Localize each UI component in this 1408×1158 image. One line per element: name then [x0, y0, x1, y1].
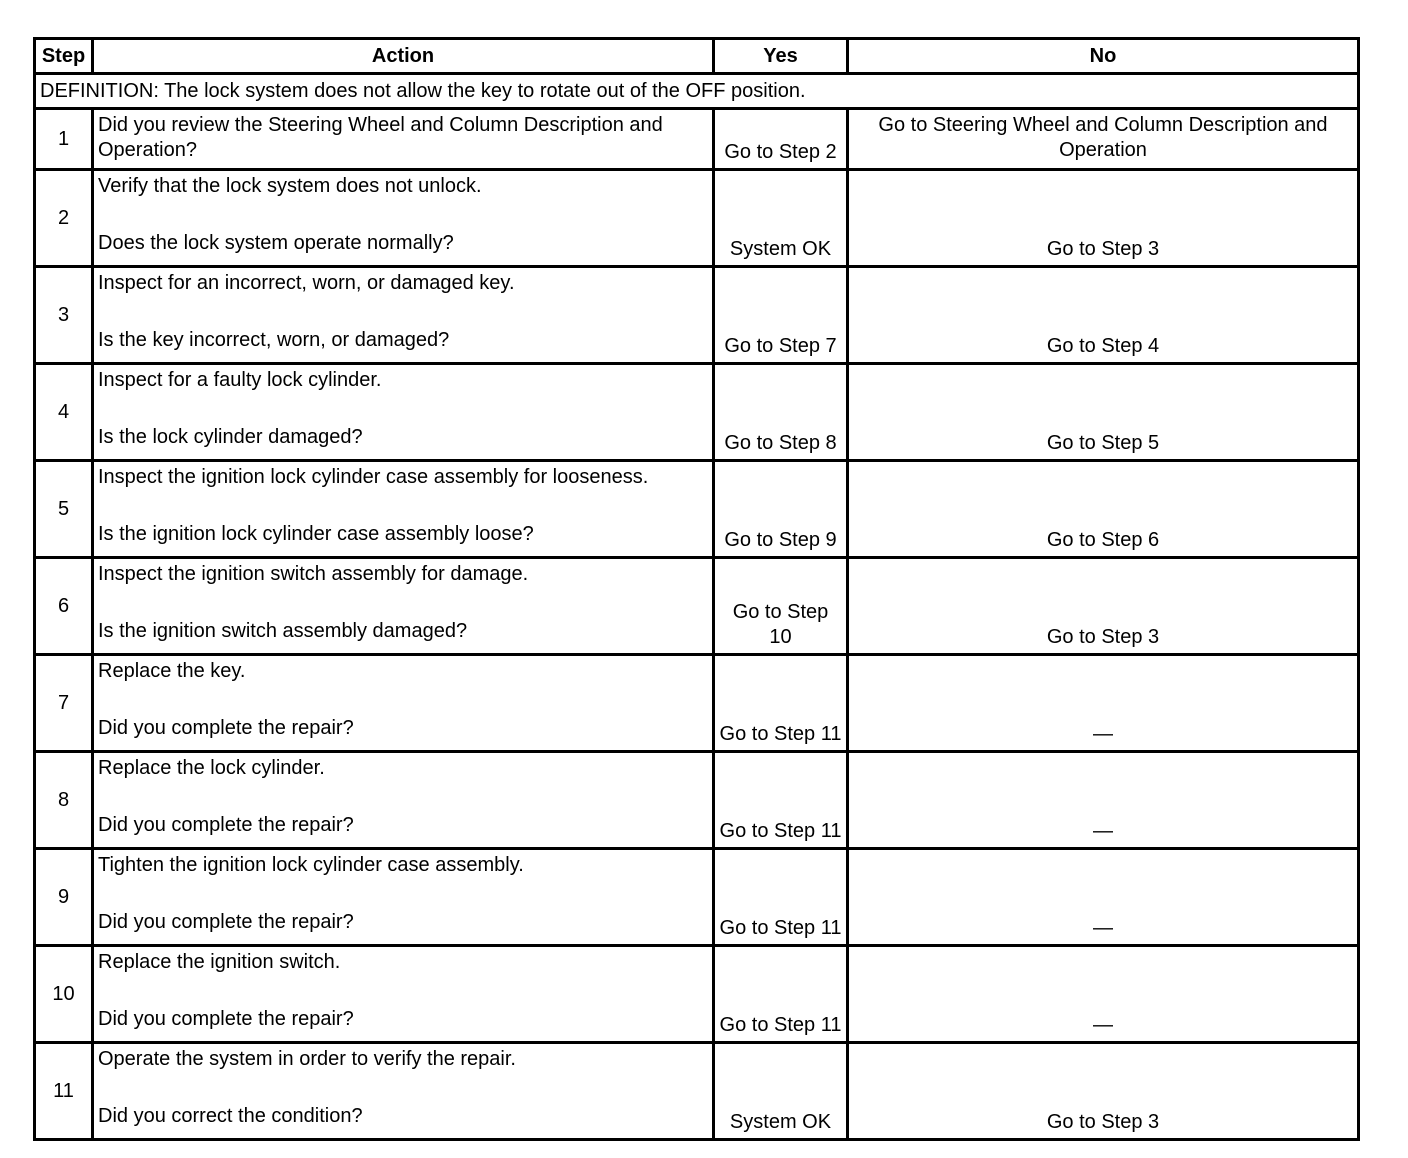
no-cell: Go to Step 5 — [848, 364, 1359, 461]
diagnostic-table — [33, 37, 1360, 1141]
header-yes: Yes — [714, 39, 848, 74]
table-row — [35, 461, 1359, 558]
no-cell: Go to Step 3 — [848, 558, 1359, 655]
question-text: Does the lock system operate normally? — [98, 232, 454, 254]
table-row — [35, 1043, 1359, 1140]
action-cell — [93, 655, 714, 752]
action-text: Inspect the ignition lock cylinder case assembly for looseness. — [98, 466, 649, 488]
question-text: Is the ignition switch assembly damaged? — [98, 620, 468, 642]
no-cell: Go to Step 3 — [848, 1043, 1359, 1140]
table-row — [35, 109, 1359, 170]
yes-cell: System OK — [714, 1043, 848, 1140]
question-text: Did you correct the condition? — [98, 1105, 363, 1127]
header-action: Action — [93, 39, 714, 74]
definition-text: DEFINITION: The lock system does not allow the key to rotate out of the OFF position. — [35, 74, 1359, 109]
no-cell: Go to Step 6 — [848, 461, 1359, 558]
step-number: 6 — [35, 558, 93, 655]
action-text: Verify that the lock system does not unlock. — [98, 175, 482, 197]
action-text: Replace the ignition switch. — [98, 951, 341, 973]
table-row — [35, 558, 1359, 655]
table-row — [35, 849, 1359, 946]
question-text: Is the key incorrect, worn, or damaged? — [98, 329, 450, 351]
no-cell: — — [848, 849, 1359, 946]
table-row — [35, 267, 1359, 364]
yes-cell: Go to Step 8 — [714, 364, 848, 461]
table-row — [35, 752, 1359, 849]
header-row — [35, 39, 1359, 74]
step-number: 11 — [35, 1043, 93, 1140]
step-number: 8 — [35, 752, 93, 849]
action-text: Inspect the ignition switch assembly for damage. — [98, 563, 529, 585]
yes-cell: System OK — [714, 170, 848, 267]
question-text: Did you complete the repair? — [98, 1008, 354, 1030]
no-cell: — — [848, 752, 1359, 849]
header-no: No — [848, 39, 1359, 74]
no-cell: Go to Step 3 — [848, 170, 1359, 267]
action-cell — [93, 267, 714, 364]
action-text: Tighten the ignition lock cylinder case assembly. — [98, 854, 524, 876]
question-text: Did you complete the repair? — [98, 717, 354, 739]
question-text: Is the ignition lock cylinder case assembly loose? — [98, 523, 534, 545]
step-number: 3 — [35, 267, 93, 364]
no-cell: — — [848, 946, 1359, 1043]
action-cell — [93, 752, 714, 849]
table-row — [35, 364, 1359, 461]
question-text: Did you complete the repair? — [98, 911, 354, 933]
action-cell — [93, 364, 714, 461]
table-row — [35, 946, 1359, 1043]
action-cell — [93, 558, 714, 655]
yes-cell: Go to Step 11 — [714, 655, 848, 752]
action-text: Operate the system in order to verify the repair. — [98, 1048, 516, 1070]
yes-cell: Go to Step 9 — [714, 461, 848, 558]
table-row — [35, 170, 1359, 267]
yes-cell: Go to Step 10 — [714, 558, 848, 655]
yes-cell: Go to Step 2 — [714, 109, 848, 170]
yes-cell: Go to Step 11 — [714, 752, 848, 849]
step-number: 7 — [35, 655, 93, 752]
action-cell — [93, 109, 714, 170]
action-cell — [93, 946, 714, 1043]
header-step: Step — [35, 39, 93, 74]
action-cell — [93, 849, 714, 946]
action-text: Inspect for a faulty lock cylinder. — [98, 369, 382, 391]
yes-cell: Go to Step 7 — [714, 267, 848, 364]
action-text: Replace the key. — [98, 660, 246, 682]
question-text: Is the lock cylinder damaged? — [98, 426, 363, 448]
table-row — [35, 655, 1359, 752]
no-cell: Go to Steering Wheel and Column Description and Operation — [848, 109, 1359, 170]
definition-row — [35, 74, 1359, 109]
step-number: 1 — [35, 109, 93, 170]
yes-cell: Go to Step 11 — [714, 946, 848, 1043]
step-number: 2 — [35, 170, 93, 267]
action-text: Did you review the Steering Wheel and Column Description and Operation? — [98, 114, 663, 161]
question-text: Did you complete the repair? — [98, 814, 354, 836]
action-cell — [93, 1043, 714, 1140]
action-text: Replace the lock cylinder. — [98, 757, 325, 779]
step-number: 10 — [35, 946, 93, 1043]
step-number: 5 — [35, 461, 93, 558]
action-cell — [93, 170, 714, 267]
action-text: Inspect for an incorrect, worn, or damaged key. — [98, 272, 515, 294]
no-cell: Go to Step 4 — [848, 267, 1359, 364]
action-cell — [93, 461, 714, 558]
yes-cell: Go to Step 11 — [714, 849, 848, 946]
no-cell: — — [848, 655, 1359, 752]
step-number: 9 — [35, 849, 93, 946]
step-number: 4 — [35, 364, 93, 461]
